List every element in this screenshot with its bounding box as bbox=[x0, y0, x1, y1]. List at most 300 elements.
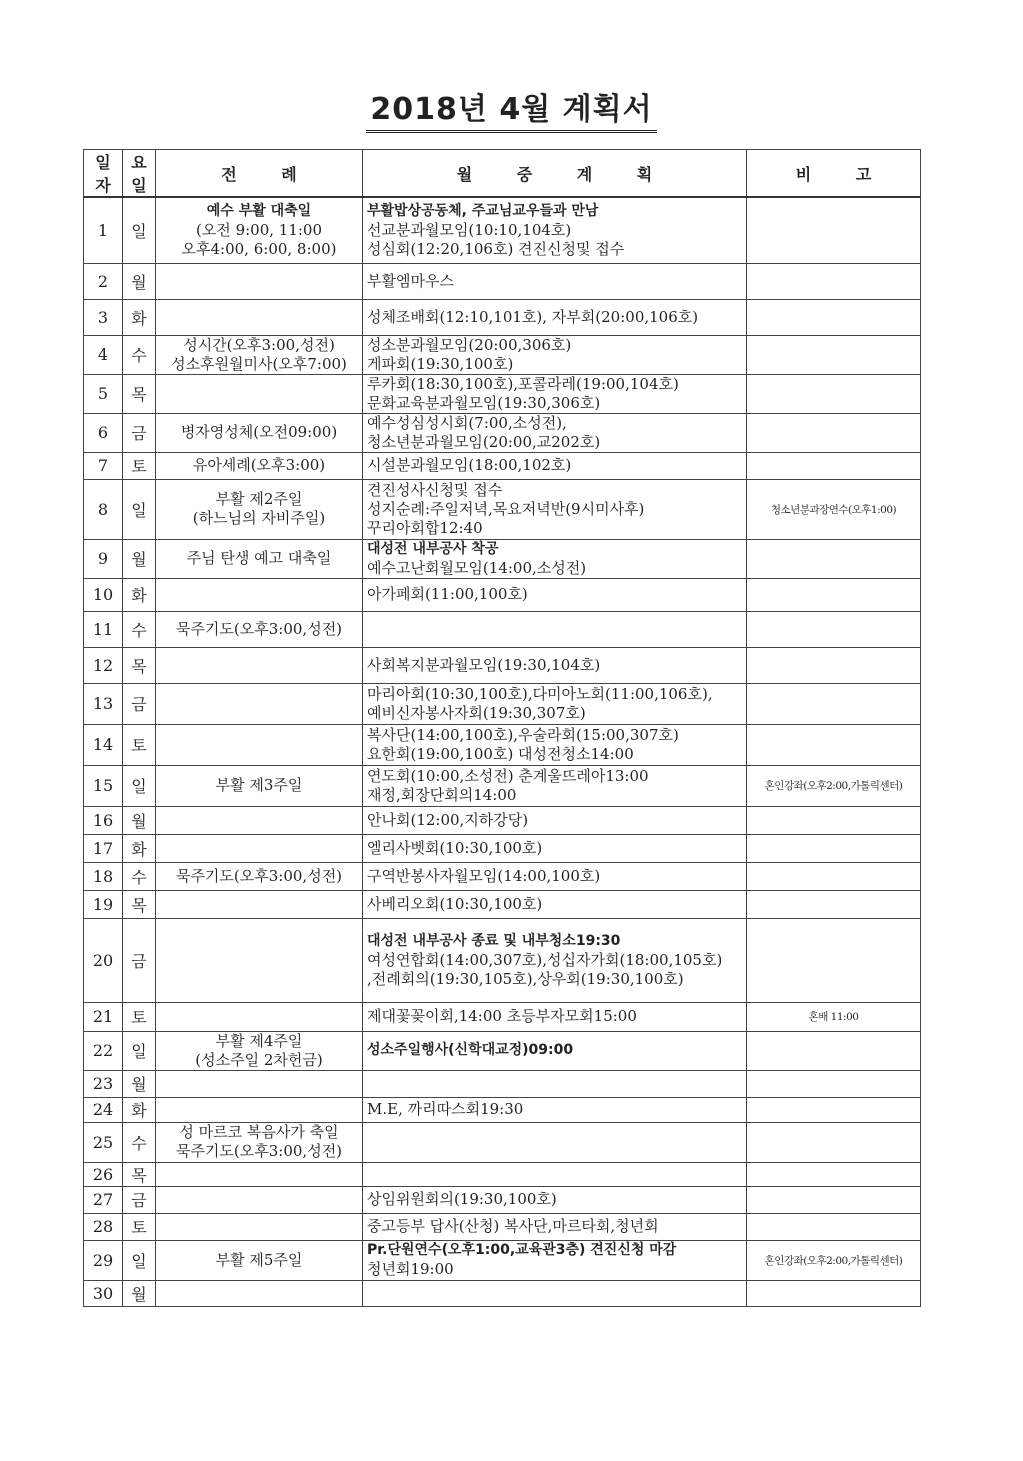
plan-cell bbox=[363, 683, 747, 724]
weekday-cell bbox=[123, 1186, 156, 1213]
note-text: 혼배 11:00 bbox=[808, 1011, 859, 1023]
liturgy-cell bbox=[156, 806, 363, 834]
day-number: 6 bbox=[97, 423, 109, 442]
note-cell bbox=[747, 1162, 921, 1186]
day-number: 10 bbox=[92, 585, 114, 604]
weekday-cell bbox=[123, 724, 156, 765]
plan-cell bbox=[363, 1240, 747, 1280]
day-cell bbox=[84, 1097, 123, 1122]
day-number: 16 bbox=[92, 810, 114, 830]
note-cell bbox=[747, 834, 921, 862]
note-cell bbox=[747, 890, 921, 918]
liturgy-cell bbox=[156, 1213, 363, 1240]
weekday-cell bbox=[123, 1280, 156, 1306]
note-cell bbox=[747, 263, 921, 299]
plan-line: 성소분과월모임(20:00,306호) bbox=[367, 335, 572, 354]
liturgy-line: 성 마르코 복음사가 축일 bbox=[179, 1123, 339, 1141]
weekday-label: 목 bbox=[131, 385, 147, 404]
plan-line: 상임위원회의(19:30,100호) bbox=[367, 1190, 557, 1208]
note-cell bbox=[747, 683, 921, 724]
plan-line: 성소주일행사(신학대교정)09:00 bbox=[367, 1042, 574, 1058]
monthly-plan-table bbox=[83, 149, 921, 1307]
weekday-label: 수 bbox=[131, 1133, 147, 1153]
note-cell bbox=[747, 374, 921, 413]
liturgy-cell bbox=[156, 834, 363, 862]
plan-cell bbox=[363, 1280, 747, 1306]
plan-cell bbox=[363, 578, 747, 611]
plan-cell bbox=[363, 374, 747, 413]
day-number: 29 bbox=[92, 1250, 114, 1270]
plan-cell bbox=[363, 647, 747, 683]
day-number: 25 bbox=[92, 1132, 114, 1152]
day-number: 8 bbox=[97, 499, 109, 519]
day-cell bbox=[84, 1070, 123, 1097]
liturgy-cell bbox=[156, 1122, 363, 1162]
plan-line: M.E, 까리따스회19:30 bbox=[367, 1100, 524, 1118]
day-number: 30 bbox=[92, 1283, 114, 1303]
liturgy-cell bbox=[156, 263, 363, 299]
weekday-cell bbox=[123, 862, 156, 890]
plan-cell bbox=[363, 890, 747, 918]
liturgy-line: 오후4:00, 6:00, 8:00) bbox=[181, 239, 337, 258]
liturgy-line: (하느님의 자비주일) bbox=[192, 509, 326, 527]
liturgy-line: 유아세례(오후3:00) bbox=[192, 456, 326, 474]
header-weekday: 요일 bbox=[123, 150, 156, 198]
plan-cell bbox=[363, 1031, 747, 1070]
table-row bbox=[84, 299, 921, 335]
plan-line: 사회복지분과월모임(19:30,104호) bbox=[367, 655, 601, 674]
note-cell bbox=[747, 1240, 921, 1280]
table-row bbox=[84, 197, 921, 263]
weekday-label: 일 bbox=[131, 221, 147, 241]
plan-cell bbox=[363, 452, 747, 479]
table-row bbox=[84, 578, 921, 611]
liturgy-cell bbox=[156, 299, 363, 335]
plan-line: ,전례회의(19:30,105호),상우회(19:30,100호) bbox=[367, 969, 684, 988]
weekday-label: 일 bbox=[131, 1042, 147, 1061]
day-number: 24 bbox=[92, 1100, 114, 1119]
weekday-label: 목 bbox=[131, 1165, 147, 1185]
table-row bbox=[84, 374, 921, 413]
day-number: 1 bbox=[97, 220, 109, 240]
liturgy-line: 묵주기도(오후3:00,성전) bbox=[175, 619, 343, 638]
header-plan: 월 중 계 획 bbox=[363, 150, 747, 198]
note-cell bbox=[747, 1031, 921, 1070]
table-row bbox=[84, 1070, 921, 1097]
plan-cell bbox=[363, 1162, 747, 1186]
table-row bbox=[84, 765, 921, 806]
day-cell bbox=[84, 611, 123, 647]
liturgy-cell bbox=[156, 683, 363, 724]
plan-cell bbox=[363, 1213, 747, 1240]
day-number: 9 bbox=[97, 549, 109, 568]
day-number: 17 bbox=[92, 838, 114, 858]
note-cell bbox=[747, 918, 921, 1002]
liturgy-line: 성시간(오후3:00,성전) bbox=[183, 335, 335, 354]
plan-line: 부활엠마우스 bbox=[367, 271, 454, 290]
day-cell bbox=[84, 1280, 123, 1306]
day-cell bbox=[84, 299, 123, 335]
day-number: 14 bbox=[92, 735, 114, 754]
day-cell bbox=[84, 1162, 123, 1186]
plan-cell bbox=[363, 834, 747, 862]
table-row bbox=[84, 479, 921, 539]
liturgy-cell bbox=[156, 1280, 363, 1306]
plan-cell bbox=[363, 806, 747, 834]
day-cell bbox=[84, 724, 123, 765]
liturgy-cell bbox=[156, 413, 363, 452]
plan-line: 문화교육분과월모임(19:30,306호) bbox=[367, 393, 601, 412]
weekday-label: 월 bbox=[131, 272, 147, 292]
liturgy-cell bbox=[156, 1097, 363, 1122]
table-row bbox=[84, 335, 921, 374]
weekday-label: 토 bbox=[131, 1218, 147, 1237]
table-row bbox=[84, 647, 921, 683]
liturgy-cell bbox=[156, 918, 363, 1002]
liturgy-cell bbox=[156, 890, 363, 918]
table-body bbox=[84, 197, 921, 1306]
plan-line: 견진성사신청및 접수 bbox=[367, 480, 503, 499]
plan-line: Pr.단원연수(오후1:00,교육관3층) 견진신청 마감 bbox=[367, 1242, 677, 1258]
weekday-label: 월 bbox=[131, 550, 147, 569]
day-number: 4 bbox=[97, 345, 109, 364]
liturgy-cell bbox=[156, 724, 363, 765]
weekday-cell bbox=[123, 1031, 156, 1070]
weekday-label: 토 bbox=[131, 736, 147, 755]
plan-line: 성체조배회(12:10,101호), 자부회(20:00,106호) bbox=[367, 307, 699, 326]
weekday-label: 목 bbox=[131, 656, 147, 676]
liturgy-line: 성소후원월미사(오후7:00) bbox=[171, 354, 347, 373]
day-number: 12 bbox=[92, 655, 114, 675]
weekday-label: 토 bbox=[131, 457, 147, 476]
weekday-label: 금 bbox=[131, 424, 147, 443]
weekday-cell bbox=[123, 806, 156, 834]
weekday-label: 화 bbox=[131, 586, 147, 605]
day-cell bbox=[84, 862, 123, 890]
day-cell bbox=[84, 197, 123, 263]
table-row bbox=[84, 1240, 921, 1280]
plan-line: 여성연합회(14:00,307호),성십자가회(18:00,105호) bbox=[367, 950, 723, 969]
plan-line: 요한회(19:00,100호) 대성전청소14:00 bbox=[367, 744, 634, 763]
day-number: 2 bbox=[97, 271, 109, 291]
note-cell bbox=[747, 413, 921, 452]
plan-cell bbox=[363, 335, 747, 374]
plan-line: 꾸리아회합12:40 bbox=[367, 518, 483, 537]
table-row bbox=[84, 263, 921, 299]
day-cell bbox=[84, 578, 123, 611]
weekday-label: 금 bbox=[131, 951, 147, 971]
plan-line: 안나회(12:00,지하강당) bbox=[367, 810, 529, 829]
day-cell bbox=[84, 1031, 123, 1070]
day-cell bbox=[84, 683, 123, 724]
weekday-label: 일 bbox=[131, 777, 147, 796]
header-note: 비 고 bbox=[747, 150, 921, 198]
weekday-cell bbox=[123, 1002, 156, 1031]
header-day: 일자 bbox=[84, 150, 123, 198]
note-cell bbox=[747, 724, 921, 765]
note-text: 혼인강좌(오후2:00,가톨릭센터) bbox=[764, 1254, 903, 1267]
weekday-cell bbox=[123, 1240, 156, 1280]
table-row bbox=[84, 918, 921, 1002]
table-row bbox=[84, 862, 921, 890]
plan-line: 연도회(10:00,소성전) 춘계울뜨레아13:00 bbox=[367, 766, 649, 785]
weekday-cell bbox=[123, 834, 156, 862]
liturgy-cell bbox=[156, 647, 363, 683]
weekday-label: 화 bbox=[131, 308, 147, 328]
weekday-cell bbox=[123, 299, 156, 335]
page-title bbox=[0, 84, 1023, 133]
day-number: 3 bbox=[97, 307, 109, 327]
plan-line: 청년회19:00 bbox=[367, 1260, 454, 1278]
weekday-label: 화 bbox=[131, 1101, 147, 1120]
weekday-cell bbox=[123, 374, 156, 413]
day-cell bbox=[84, 647, 123, 683]
liturgy-cell bbox=[156, 765, 363, 806]
weekday-label: 월 bbox=[131, 1284, 147, 1304]
weekday-label: 월 bbox=[131, 1075, 147, 1094]
plan-cell bbox=[363, 1070, 747, 1097]
liturgy-line: 부활 제4주일 bbox=[215, 1031, 303, 1050]
plan-line: 구역반봉사자월모임(14:00,100호) bbox=[367, 866, 601, 885]
day-cell bbox=[84, 834, 123, 862]
note-cell bbox=[747, 862, 921, 890]
weekday-cell bbox=[123, 452, 156, 479]
weekday-cell bbox=[123, 611, 156, 647]
weekday-cell bbox=[123, 263, 156, 299]
plan-line: 대성전 내부공사 종료 및 내부청소19:30 bbox=[367, 932, 621, 949]
day-number: 23 bbox=[92, 1074, 114, 1093]
note-cell bbox=[747, 611, 921, 647]
liturgy-line: 부활 제3주일 bbox=[215, 776, 303, 794]
table-row bbox=[84, 539, 921, 578]
liturgy-line: 병자영성체(오전09:00) bbox=[180, 423, 338, 441]
note-cell bbox=[747, 578, 921, 611]
page-title-text: 2018년 4월 계획서 bbox=[366, 84, 656, 133]
liturgy-cell bbox=[156, 1070, 363, 1097]
day-number: 15 bbox=[92, 776, 114, 795]
plan-line: 제대꽃꽂이회,14:00 초등부자모회15:00 bbox=[367, 1007, 637, 1025]
note-cell bbox=[747, 1280, 921, 1306]
day-number: 18 bbox=[92, 866, 114, 886]
day-number: 28 bbox=[92, 1217, 114, 1236]
day-number: 22 bbox=[92, 1041, 114, 1060]
plan-cell bbox=[363, 765, 747, 806]
liturgy-line: 주님 탄생 예고 대축일 bbox=[186, 549, 332, 567]
table-row bbox=[84, 1213, 921, 1240]
weekday-cell bbox=[123, 1162, 156, 1186]
weekday-cell bbox=[123, 1070, 156, 1097]
day-cell bbox=[84, 1186, 123, 1213]
plan-line: 예수고난회월모임(14:00,소성전) bbox=[367, 558, 587, 577]
liturgy-cell bbox=[156, 862, 363, 890]
day-cell bbox=[84, 918, 123, 1002]
liturgy-cell bbox=[156, 539, 363, 578]
day-cell bbox=[84, 1122, 123, 1162]
plan-cell bbox=[363, 1097, 747, 1122]
plan-line: 중고등부 답사(산청) 복사단,마르타회,청년회 bbox=[367, 1217, 659, 1235]
liturgy-line: (오전 9:00, 11:00 bbox=[195, 220, 323, 239]
table-row bbox=[84, 834, 921, 862]
day-cell bbox=[84, 335, 123, 374]
weekday-label: 수 bbox=[131, 346, 147, 365]
plan-cell bbox=[363, 862, 747, 890]
liturgy-cell bbox=[156, 1031, 363, 1070]
weekday-label: 금 bbox=[131, 1191, 147, 1210]
plan-cell bbox=[363, 479, 747, 539]
plan-line: 루카회(18:30,100호),포콜라레(19:00,104호) bbox=[367, 374, 679, 393]
plan-line: 성지순례:주일저녁,목요저녁반(9시미사후) bbox=[367, 499, 645, 518]
plan-line: 성심회(12:20,106호) 견진신청및 접수 bbox=[367, 239, 625, 258]
plan-line: 선교분과월모임(10:10,104호) bbox=[367, 220, 572, 239]
plan-cell bbox=[363, 1186, 747, 1213]
plan-line: 예비신자봉사자회(19:30,307호) bbox=[367, 703, 586, 722]
liturgy-cell bbox=[156, 578, 363, 611]
day-cell bbox=[84, 1002, 123, 1031]
note-cell bbox=[747, 1070, 921, 1097]
liturgy-cell bbox=[156, 335, 363, 374]
liturgy-cell bbox=[156, 479, 363, 539]
liturgy-line: (성소주일 2차헌금) bbox=[195, 1050, 323, 1069]
plan-cell bbox=[363, 263, 747, 299]
note-cell bbox=[747, 479, 921, 539]
plan-cell bbox=[363, 724, 747, 765]
day-number: 19 bbox=[92, 894, 114, 914]
plan-line: 예수성심성시회(7:00,소성전), bbox=[367, 413, 567, 432]
weekday-cell bbox=[123, 413, 156, 452]
liturgy-cell bbox=[156, 1162, 363, 1186]
plan-line: 시설분과월모임(18:00,102호) bbox=[367, 456, 572, 474]
table-row bbox=[84, 1002, 921, 1031]
weekday-label: 수 bbox=[131, 620, 147, 640]
note-cell bbox=[747, 1002, 921, 1031]
weekday-label: 일 bbox=[131, 1251, 147, 1271]
plan-line: 마리아회(10:30,100호),다미아노회(11:00,106호), bbox=[367, 684, 713, 703]
day-number: 13 bbox=[92, 694, 114, 713]
note-text: 청소년분과장연수(오후1:00) bbox=[770, 503, 897, 516]
weekday-cell bbox=[123, 335, 156, 374]
plan-line: 부활밥상공동체, 주교님교우들과 만남 bbox=[367, 202, 599, 219]
day-cell bbox=[84, 452, 123, 479]
note-cell bbox=[747, 335, 921, 374]
liturgy-cell bbox=[156, 611, 363, 647]
table-row bbox=[84, 1031, 921, 1070]
plan-line: 아가페회(11:00,100호) bbox=[367, 585, 528, 603]
weekday-cell bbox=[123, 890, 156, 918]
liturgy-cell bbox=[156, 197, 363, 263]
liturgy-cell bbox=[156, 1240, 363, 1280]
plan-line: 게파회(19:30,100호) bbox=[367, 354, 514, 373]
weekday-label: 목 bbox=[131, 895, 147, 915]
weekday-label: 토 bbox=[131, 1008, 147, 1027]
weekday-cell bbox=[123, 1097, 156, 1122]
day-cell bbox=[84, 539, 123, 578]
table-header-row bbox=[84, 150, 921, 198]
weekday-label: 일 bbox=[131, 500, 147, 520]
weekday-cell bbox=[123, 479, 156, 539]
weekday-label: 화 bbox=[131, 839, 147, 859]
note-cell bbox=[747, 197, 921, 263]
table-row bbox=[84, 1122, 921, 1162]
header-liturgy: 전 례 bbox=[156, 150, 363, 198]
table-row bbox=[84, 806, 921, 834]
table-row bbox=[84, 724, 921, 765]
day-number: 27 bbox=[92, 1190, 114, 1209]
table-row bbox=[84, 1097, 921, 1122]
weekday-cell bbox=[123, 683, 156, 724]
plan-cell bbox=[363, 611, 747, 647]
liturgy-line: 부활 제5주일 bbox=[215, 1250, 303, 1269]
plan-line: 사베리오회(10:30,100호) bbox=[367, 894, 543, 913]
note-cell bbox=[747, 1186, 921, 1213]
weekday-cell bbox=[123, 765, 156, 806]
note-cell bbox=[747, 765, 921, 806]
day-number: 11 bbox=[92, 619, 114, 639]
day-cell bbox=[84, 1240, 123, 1280]
weekday-label: 수 bbox=[131, 867, 147, 887]
day-cell bbox=[84, 413, 123, 452]
plan-cell bbox=[363, 1002, 747, 1031]
weekday-label: 월 bbox=[131, 811, 147, 831]
weekday-cell bbox=[123, 647, 156, 683]
note-cell bbox=[747, 1097, 921, 1122]
plan-cell bbox=[363, 413, 747, 452]
plan-cell bbox=[363, 1122, 747, 1162]
note-cell bbox=[747, 647, 921, 683]
weekday-label: 금 bbox=[131, 695, 147, 714]
table-row bbox=[84, 611, 921, 647]
day-cell bbox=[84, 479, 123, 539]
day-cell bbox=[84, 806, 123, 834]
note-cell bbox=[747, 806, 921, 834]
day-cell bbox=[84, 890, 123, 918]
table-row bbox=[84, 452, 921, 479]
liturgy-line: 예수 부활 대축일 bbox=[206, 202, 312, 219]
note-cell bbox=[747, 452, 921, 479]
weekday-cell bbox=[123, 197, 156, 263]
table-row bbox=[84, 890, 921, 918]
plan-cell bbox=[363, 197, 747, 263]
table-row bbox=[84, 413, 921, 452]
note-cell bbox=[747, 299, 921, 335]
table-row bbox=[84, 1162, 921, 1186]
liturgy-cell bbox=[156, 1002, 363, 1031]
plan-cell bbox=[363, 918, 747, 1002]
note-cell bbox=[747, 1122, 921, 1162]
day-number: 21 bbox=[92, 1007, 114, 1026]
table-row bbox=[84, 1186, 921, 1213]
day-cell bbox=[84, 1213, 123, 1240]
plan-cell bbox=[363, 539, 747, 578]
day-cell bbox=[84, 263, 123, 299]
table-row bbox=[84, 1280, 921, 1306]
weekday-cell bbox=[123, 1122, 156, 1162]
note-cell bbox=[747, 539, 921, 578]
table-row bbox=[84, 683, 921, 724]
weekday-cell bbox=[123, 578, 156, 611]
weekday-cell bbox=[123, 539, 156, 578]
plan-cell bbox=[363, 299, 747, 335]
plan-line: 엘리사벳회(10:30,100호) bbox=[367, 838, 543, 857]
plan-line: 복사단(14:00,100호),우술라회(15:00,307호) bbox=[367, 725, 679, 744]
liturgy-line: 묵주기도(오후3:00,성전) bbox=[175, 1142, 343, 1160]
day-number: 7 bbox=[97, 456, 109, 475]
liturgy-line: 부활 제2주일 bbox=[215, 490, 303, 508]
weekday-cell bbox=[123, 1213, 156, 1240]
liturgy-line: 묵주기도(오후3:00,성전) bbox=[175, 866, 343, 885]
plan-line: 재정,회장단회의14:00 bbox=[367, 785, 517, 804]
day-number: 20 bbox=[92, 950, 114, 970]
day-number: 26 bbox=[92, 1164, 114, 1184]
